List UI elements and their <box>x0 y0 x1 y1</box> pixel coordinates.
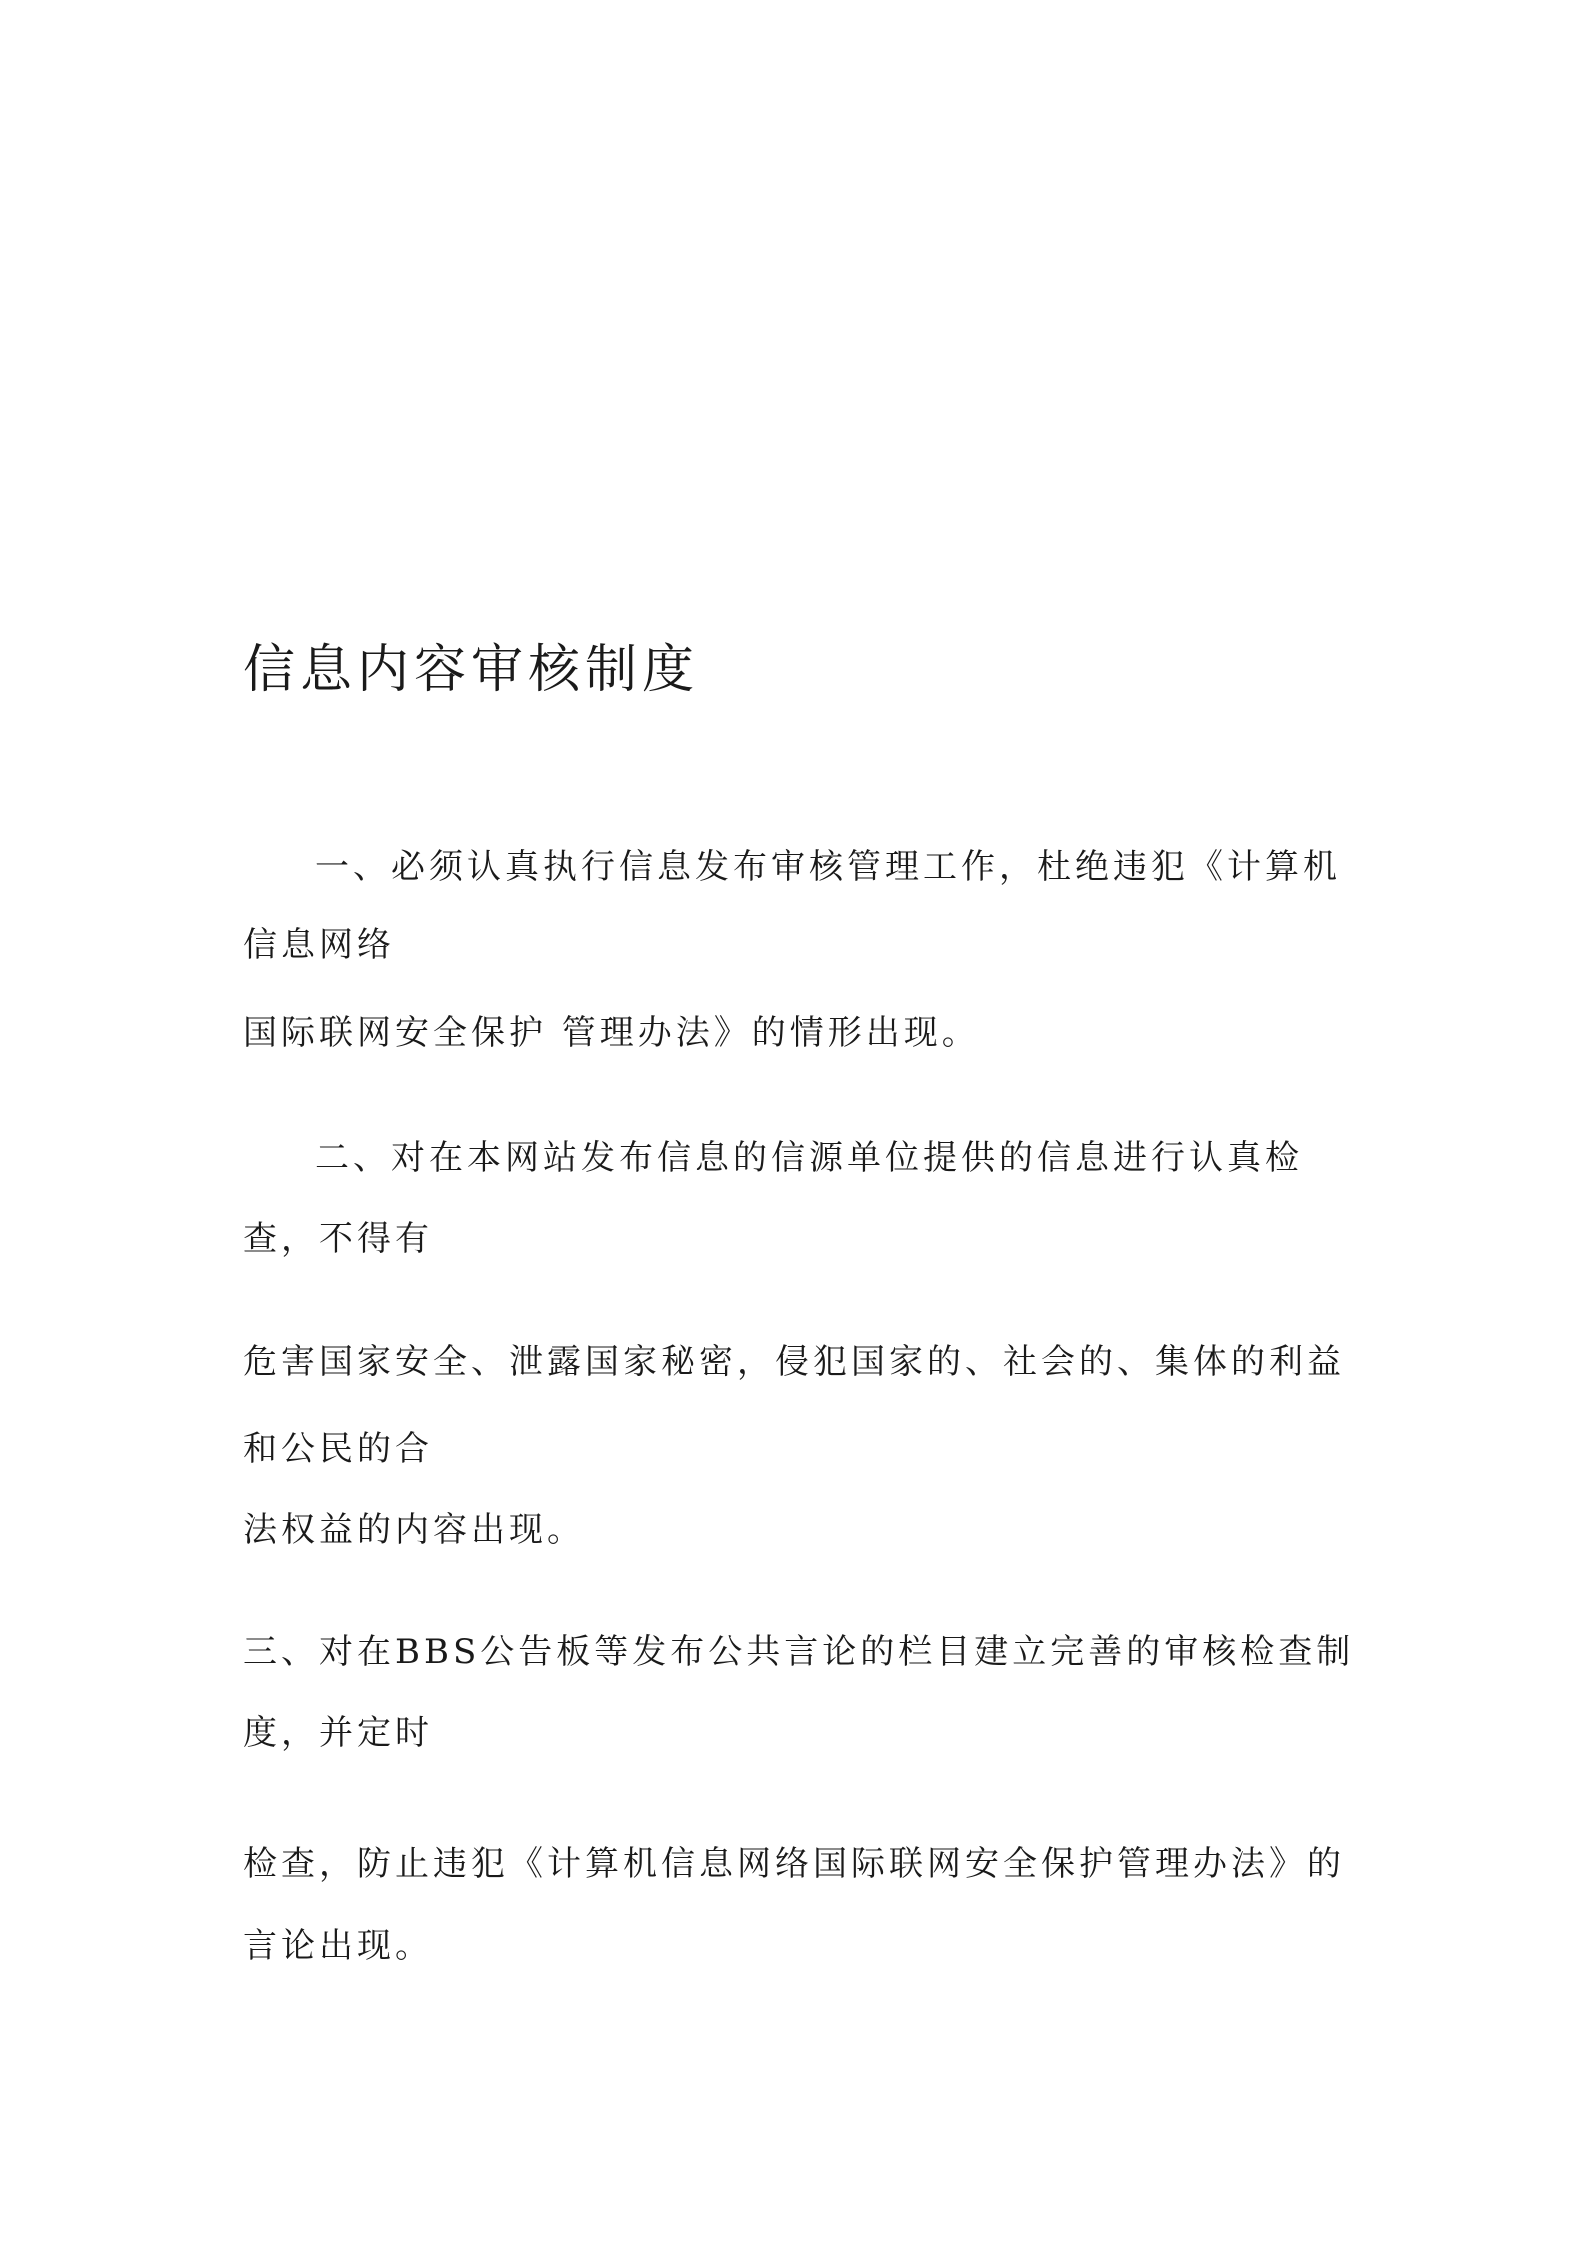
paragraph-3-line-3: 法权益的内容出现。 <box>243 1510 585 1550</box>
paragraph-4-line-2: 度，并定时 <box>243 1713 433 1753</box>
paragraph-4-line-1: 三、对在BBS公告板等发布公共言论的栏目建立完善的审核检查制 <box>243 1632 1355 1672</box>
paragraph-5-line-1: 检查，防止违犯《计算机信息网络国际联网安全保护管理办法》的 <box>243 1844 1345 1884</box>
paragraph-5-line-2: 言论出现。 <box>243 1926 433 1966</box>
paragraph-1-line-2: 信息网络 <box>243 925 395 965</box>
paragraph-3-line-2: 和公民的合 <box>243 1429 433 1469</box>
paragraph-1-line-3: 国际联网安全保护 管理办法》的情形出现。 <box>243 1013 980 1053</box>
document-title: 信息内容审核制度 <box>243 640 700 700</box>
paragraph-1-line-1: 一、必须认真执行信息发布审核管理工作，杜绝违犯《计算机 <box>315 847 1341 887</box>
paragraph-2-line-1: 二、对在本网站发布信息的信源单位提供的信息进行认真检 <box>315 1138 1303 1178</box>
paragraph-2-line-2: 查，不得有 <box>243 1219 433 1259</box>
paragraph-3-line-1: 危害国家安全、泄露国家秘密，侵犯国家的、社会的、集体的利益 <box>243 1342 1345 1382</box>
